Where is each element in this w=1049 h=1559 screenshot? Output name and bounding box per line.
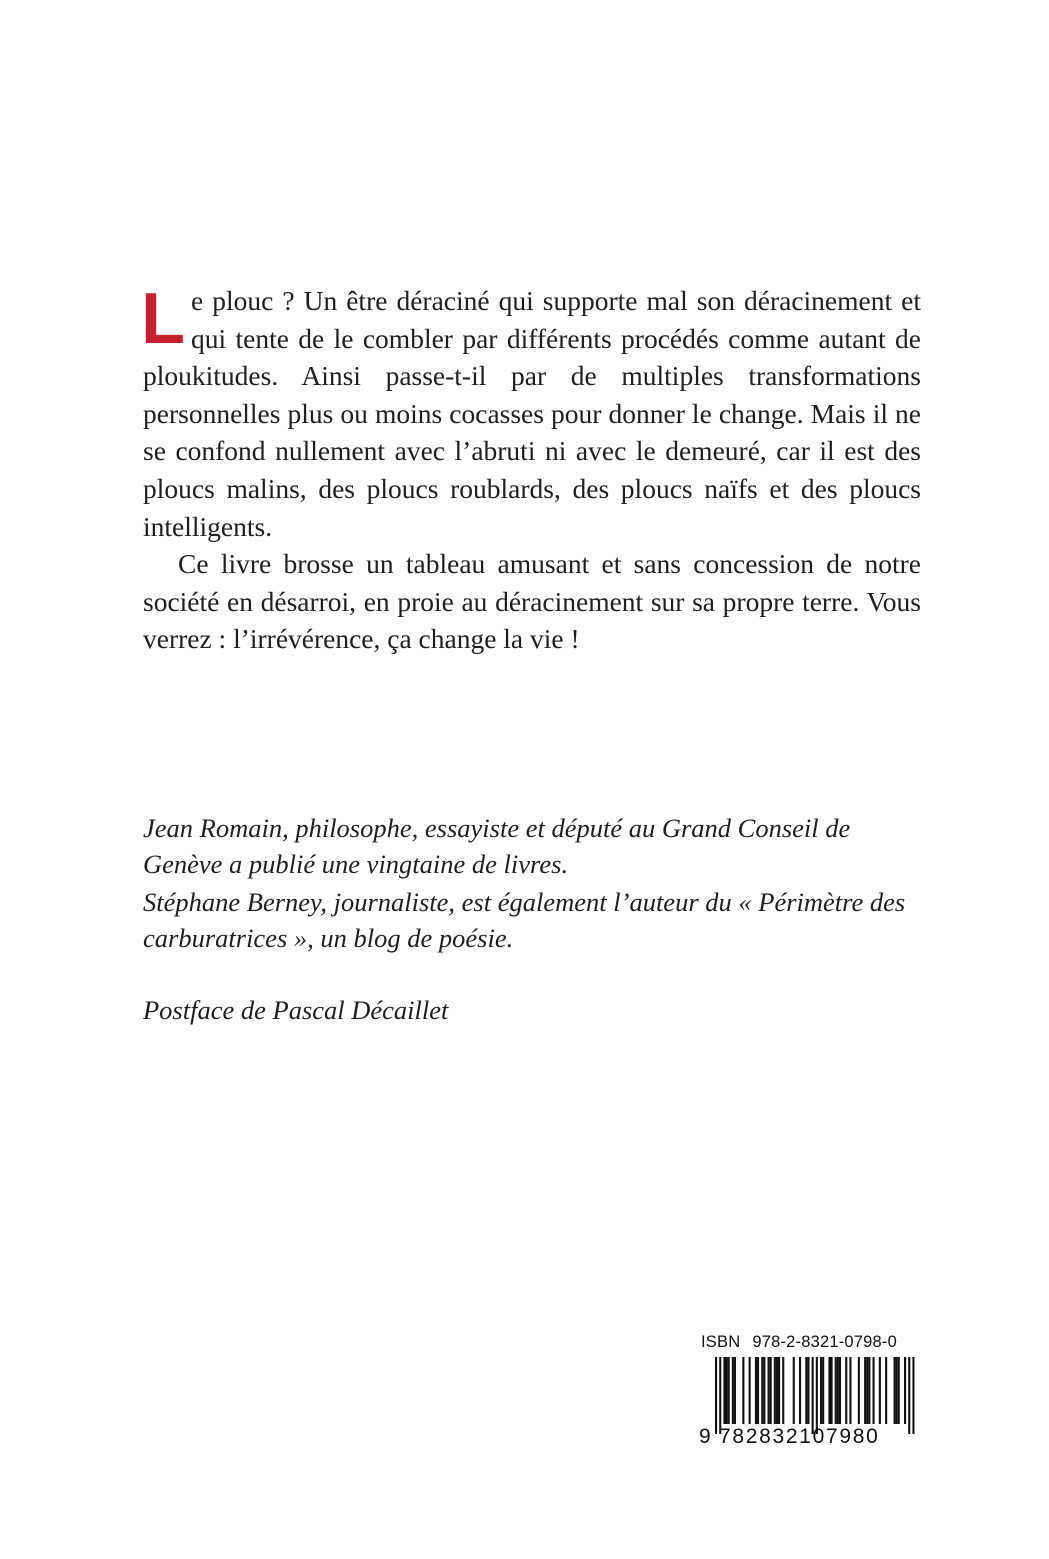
barcode-bar xyxy=(799,1357,801,1424)
ean-digits: 782832107980 xyxy=(719,1425,880,1448)
barcode-bar xyxy=(839,1357,841,1424)
barcode-bar xyxy=(866,1357,868,1424)
barcode-bar xyxy=(807,1357,809,1424)
author-bio-stephane-berney: Stéphane Berney, journaliste, est également l’auteur du « Périmètre des carburatrices », un blog de poésie. xyxy=(143,887,906,953)
barcode-bar xyxy=(845,1357,847,1424)
back-cover-blurb xyxy=(141,279,921,658)
postface-credit: Postface de Pascal Décaillet xyxy=(143,995,449,1025)
barcode-bar xyxy=(885,1357,887,1424)
barcode-bar xyxy=(835,1357,837,1424)
barcode-bar xyxy=(837,1357,839,1424)
barcode-bar xyxy=(879,1357,881,1424)
barcode-bar xyxy=(820,1357,822,1424)
barcode-bar xyxy=(793,1357,795,1424)
barcode-bar xyxy=(723,1357,725,1424)
barcode-bar xyxy=(761,1357,763,1424)
barcode-bar xyxy=(763,1357,765,1424)
barcode-bar xyxy=(770,1357,772,1424)
barcode-bar xyxy=(749,1357,751,1424)
barcode-bar xyxy=(858,1357,860,1424)
barcode-bar xyxy=(757,1357,759,1424)
barcode-bar xyxy=(768,1357,770,1424)
barcode-bar xyxy=(894,1357,896,1424)
barcode-bar xyxy=(904,1357,906,1424)
isbn-label: ISBN xyxy=(701,1333,741,1351)
barcode-bar xyxy=(719,1357,721,1434)
barcode-bar xyxy=(849,1357,851,1424)
drop-cap: L xyxy=(141,279,185,359)
barcode-bar xyxy=(742,1357,744,1424)
barcode-bar xyxy=(831,1357,833,1424)
barcode-bar xyxy=(868,1357,870,1424)
barcode-bar xyxy=(912,1357,914,1434)
barcode-bar xyxy=(805,1357,807,1424)
barcode-bar xyxy=(864,1357,866,1424)
barcode-bar xyxy=(774,1357,776,1424)
barcode-bar xyxy=(726,1357,728,1424)
blurb-paragraph-2: Ce livre brosse un tableau amusant et sans concession de notre société en désarroi, en proie au déracinement sur sa propre terre. Vous verrez : l’irrévérence, ça change la vie ! xyxy=(143,548,921,655)
barcode-bar xyxy=(873,1357,875,1424)
ean-first-digit: 9 xyxy=(699,1425,712,1448)
barcode-bar xyxy=(898,1357,900,1424)
barcode-bar xyxy=(828,1357,830,1424)
barcode-bar xyxy=(778,1357,780,1424)
isbn-number: 978-2-8321-0798-0 xyxy=(752,1333,897,1351)
barcode-bar xyxy=(896,1357,898,1424)
blurb-paragraph-1-text: e plouc ? Un être déraciné qui supporte mal son déracinement et qui tente de le combler par différents procédés comme autant de ploukitudes. Ainsi passe-t-il par de multiples transformations personnelles plus ou moins cocasses pour donner le change. Mais il ne se confond nullement avec l’abruti ni avec le demeuré, car il est des ploucs malins, des ploucs roublards, des ploucs naïfs et des ploucs intelligents. xyxy=(143,285,921,542)
barcode-bar xyxy=(755,1357,757,1424)
barcode-bar xyxy=(715,1357,717,1434)
isbn-barcode xyxy=(697,1333,929,1451)
barcode-bar xyxy=(812,1357,814,1434)
barcode-bar xyxy=(728,1357,730,1424)
barcode-bar xyxy=(732,1357,734,1424)
barcode-bar xyxy=(908,1357,910,1434)
blurb-paragraph-1 xyxy=(141,279,921,545)
barcode-bar xyxy=(822,1357,824,1424)
barcode-bar xyxy=(734,1357,736,1424)
barcode-bar xyxy=(782,1357,784,1424)
author-bio-jean-romain: Jean Romain, philosophe, essayiste et député au Grand Conseil de Genève a publié une vingtaine de livres. xyxy=(143,813,851,879)
barcode-bar xyxy=(816,1357,818,1434)
barcode-bar xyxy=(776,1357,778,1424)
